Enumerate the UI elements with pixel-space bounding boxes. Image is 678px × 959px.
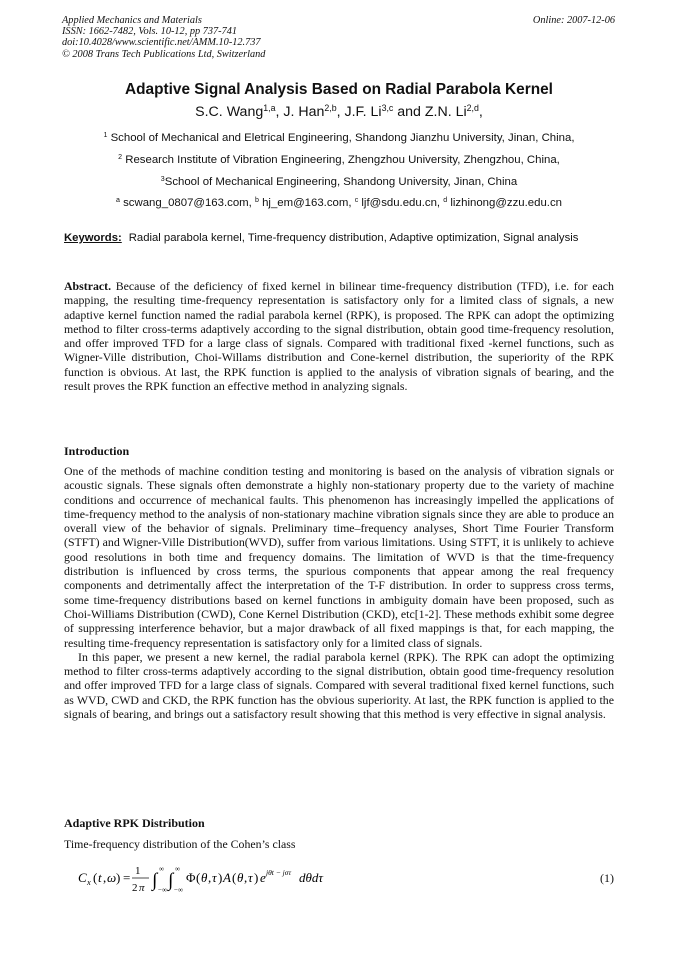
paragraph: One of the methods of machine condition testing and monitoring is based on the analysis of vibration signals or acoustic signals. These signals often demonstrate a highly non-stationary property due to the variety of machine conditions and occurrence of mechanical faults. This phenomenon has increasingly impelled the applications of time-frequency method to the analysis of non-stationary machine vibration signals since they are able to produce an overall view of the behavior of signals. Preliminary time–frequency analyses, Short Time Fourier Transform (STFT) and Wigner-Ville Distribution(WVD), suffer from various limitations. Using STFT, it is unlikely to achieve good resolutions in both time and frequency domains. The limitation of WVD is that the time-frequency distribution is influenced by cross terms, the spurious components that appear among the real frequency components and detrimentally affect the interpretation of the T-F distribution. In order to suppress cross terms, some time-frequency distributions based on kernel functions in ambiguity domain have been proposed, such as Choi-Williams Distribution (CWD), Cone Kernel Distribution (CKD), etc[1-2]. These methods exhibit some degree of suppressing interference behavior, but a major drawback of all fixed mappings is that, for each mapping, the resulting time-frequency representation is satisfactory only for a limited class of signals. [64, 464, 614, 650]
affiliation-sup: 2 [118, 154, 123, 162]
author-sup: 1,a [263, 103, 276, 114]
svg-text:,: , [244, 870, 248, 885]
svg-text:∞: ∞ [159, 865, 164, 873]
svg-text:): ) [218, 870, 223, 885]
online-date: Online: 2007-12-06 [532, 15, 615, 26]
keywords-label: Keywords: [64, 232, 122, 244]
svg-text:e: e [260, 870, 266, 885]
email-sup: b [255, 197, 259, 205]
svg-text:dθdτ: dθdτ [299, 870, 324, 885]
author-separator: , [336, 104, 345, 120]
svg-text:Φ: Φ [186, 870, 196, 885]
journal-issn: ISSN: 1662-7482, Vols. 10-12, pp 737-741 [62, 26, 238, 38]
svg-text:∫: ∫ [152, 870, 158, 891]
author-name: S.C. Wang [195, 104, 264, 120]
rpk-section-heading: Adaptive RPK Distribution [64, 816, 205, 830]
affiliation-sup: 1 [103, 132, 108, 140]
email-sup: d [443, 197, 448, 205]
abstract [64, 279, 614, 393]
svg-text:t: t [98, 870, 102, 885]
rpk-section-intro [64, 837, 614, 851]
copyright-line: © 2008 Trans Tech Publications Ltd, Switzerland [62, 48, 266, 60]
keywords-text: Radial parabola kernel, Time-frequency distribution, Adaptive optimization, Signal analysis [128, 232, 579, 244]
svg-text:π: π [139, 882, 145, 894]
svg-text:∞: ∞ [175, 865, 180, 873]
affiliation-3 [0, 176, 678, 188]
abstract-label: Abstract. [64, 279, 112, 293]
svg-text:−∞: −∞ [174, 886, 183, 894]
keywords-block [64, 231, 614, 245]
email-address: hj_em@163.com, [262, 197, 355, 209]
author-separator: , [275, 104, 284, 120]
author-sup: 3,c [381, 103, 394, 114]
author-name: J.F. Li [344, 104, 382, 120]
introduction-body [64, 464, 614, 721]
affiliation-sup: 3 [160, 176, 165, 184]
author-list [0, 104, 678, 120]
affiliation-text: School of Mechanical and Eletrical Engineering, Shandong Jianzhu University, Jinan, China, [110, 132, 575, 144]
svg-text:,: , [103, 870, 107, 885]
equation-number: (1) [600, 871, 614, 885]
author-sup: 2,d [466, 103, 479, 114]
author-separator: , [478, 104, 483, 120]
introduction-heading: Introduction [64, 444, 130, 458]
email-address: ljf@sdu.edu.cn, [361, 197, 444, 209]
svg-text:jθt − jστ: jθt − jστ [266, 868, 292, 877]
svg-text:C: C [78, 870, 87, 885]
affiliation-2 [0, 154, 678, 166]
svg-text:θ: θ [237, 870, 244, 885]
svg-text:(: ( [196, 870, 201, 885]
affiliation-1 [0, 132, 678, 144]
author-name: Z.N. Li [424, 104, 467, 120]
svg-text:(: ( [232, 870, 237, 885]
affiliation-text: School of Mechanical Engineering, Shandong University, Jinan, China [164, 176, 518, 188]
svg-text:ω: ω [107, 870, 117, 885]
svg-text:A: A [223, 870, 231, 885]
svg-text:,: , [208, 870, 212, 885]
svg-text:1: 1 [135, 865, 141, 877]
affiliation-text: Research Institute of Vibration Engineering, Zhengzhou University, Zhengzhou, China, [125, 154, 560, 166]
paper-title: Adaptive Signal Analysis Based on Radial Parabola Kernel [125, 81, 553, 98]
author-separator: and [393, 104, 425, 120]
paragraph: Time-frequency distribution of the Cohen’s class [64, 837, 296, 851]
email-sup: a [116, 197, 120, 205]
svg-text:(: ( [93, 870, 98, 885]
author-sup: 2,b [324, 103, 337, 114]
abstract-text: Because of the deficiency of fixed kernel in bilinear time-frequency distribution (TFD), i.e. for each mapping, the resulting time-frequency representation is satisfactory only for a limited class of signals, a new adaptive kernel function named the radial parabola kernel (RPK), is proposed. The RPK can adopt the optimizing method to filter cross-terms adaptively according to the signal distribution, obtain good time-frequency resolution, and offer improved TFD for a large class of signals. Compared with traditional fixed -kernel functions, such as Wigner-Ville distribution, Choi-Willams distribution and Cone-kernel distribution, the superiority of the RPK function is obvious. At last, the RPK function is applied to the analysis of vibration signals of bearing, and the result proves the RPK function an effective method in analyzing signals. [64, 279, 614, 394]
svg-text:−∞: −∞ [158, 886, 167, 894]
svg-text:τ: τ [212, 870, 217, 885]
svg-text:=: = [123, 870, 131, 885]
svg-text:): ) [116, 870, 121, 885]
svg-text:): ) [254, 870, 259, 885]
email-address: scwang_0807@163.com, [123, 197, 255, 209]
journal-doi: doi:10.4028/www.scientific.net/AMM.10-12.737 [62, 37, 261, 49]
svg-text:∫: ∫ [168, 870, 174, 891]
svg-text:θ: θ [201, 870, 208, 885]
paragraph: In this paper, we present a new kernel, the radial parabola kernel (RPK). The RPK can adopt the optimizing method to filter cross-terms adaptively according to the signal distribution, obtain good time-frequency resolution and offer improved TFD for a large class of signals. Compared with several traditional fixed kernel functions, such as WVD, CWD and CKD, the RPK function has the obvious superiority. At last, the RPK function is applied to the signals of bearing, and brings out a satisfactory result showing that this method is very effective in signal analysis. [64, 649, 614, 722]
svg-text:2: 2 [132, 882, 138, 894]
author-name: J. Han [283, 104, 325, 120]
svg-text:τ: τ [248, 870, 253, 885]
email-address: lizhinong@zzu.edu.cn [450, 197, 562, 209]
cohen-class-equation [78, 864, 614, 894]
email-list [0, 197, 678, 209]
journal-info [62, 15, 265, 60]
svg-text:x: x [87, 877, 91, 887]
journal-name: Applied Mechanics and Materials [62, 15, 202, 26]
email-sup: c [354, 197, 359, 205]
